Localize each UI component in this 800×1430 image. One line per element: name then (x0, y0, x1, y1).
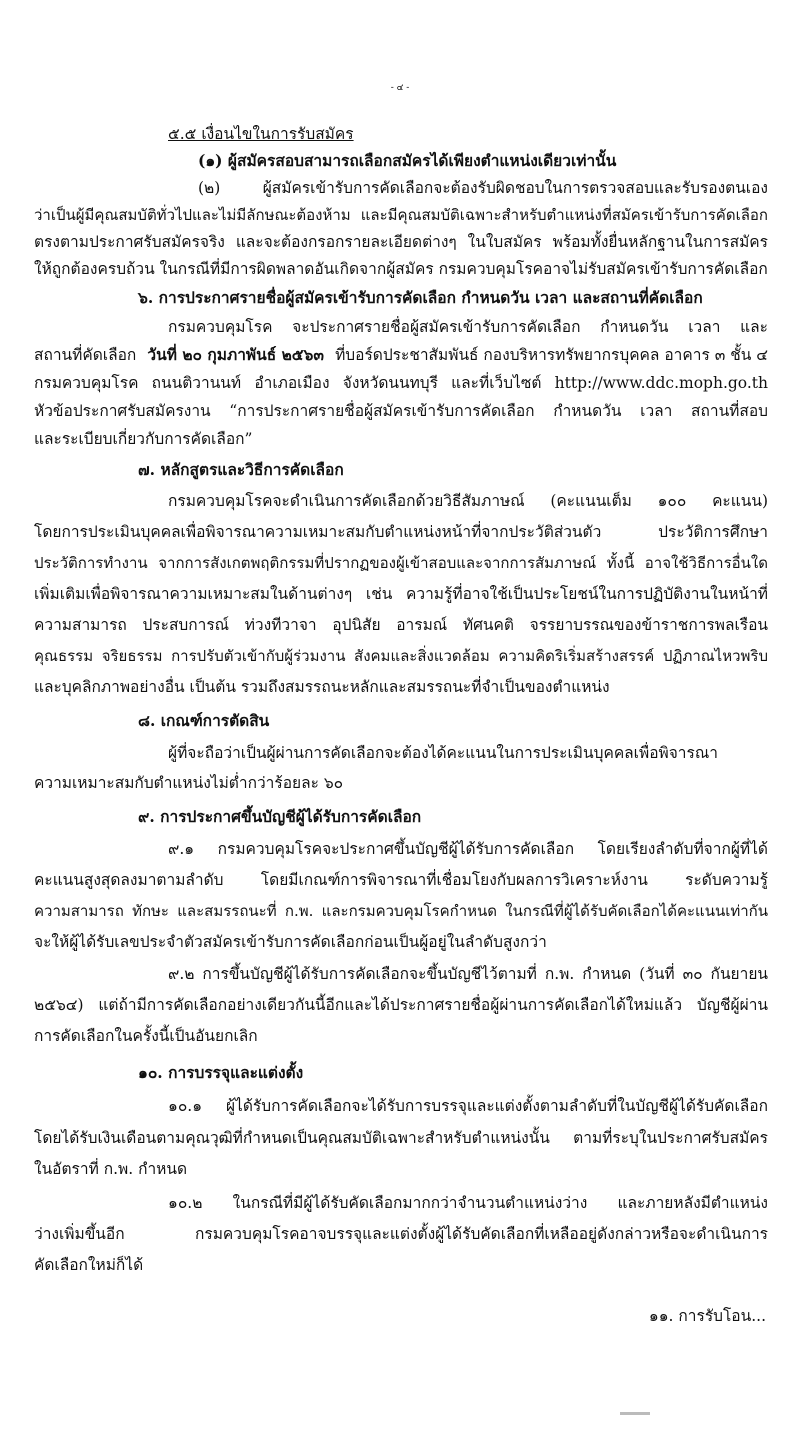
paragraph-line: ในอัตราที่ ก.พ. กำหนด (34, 1160, 188, 1178)
paragraph-line: โดยการประเมินบุคคลเพื่อพิจารณาความเหมาะสมกับตำแหน่งหน้าที่จากประวัติส่วนตัว ประวัติการศึกษา (34, 523, 768, 541)
paragraph-line: ความสามารถ ประสบการณ์ ท่วงทีวาจา อุปนิสัย อารมณ์ ทัศนคติ จรรยาบรรณของข้าราชการพลเรือน (34, 616, 768, 634)
paragraph-line: ความเหมาะสมกับตำแหน่งไม่ต่ำกว่าร้อยละ ๖๐ (34, 774, 344, 792)
paragraph-line: เพิ่มเติมเพื่อพิจารณาความเหมาะสมในด้านต่างๆ เช่น ความรู้ที่อาจใช้เป็นประโยชน์ในการปฏิบัติงานในหน้าที่ (34, 585, 768, 603)
section-8-heading: ๘. เกณฑ์การตัดสิน (138, 711, 270, 730)
paragraph-line: กรมควบคุมโรคจะดำเนินการคัดเลือกด้วยวิธีสัมภาษณ์ (คะแนนเต็ม ๑๐๐ คะแนน) (168, 492, 768, 510)
paragraph-line: กรมควบคุมโรค ถนนติวานนท์ อำเภอเมือง จังหวัดนนทบุรี และที่เว็บไซต์ http://www.ddc.moph.go.th (34, 374, 768, 392)
paragraph-line: โดยได้รับเงินเดือนตามคุณวุฒิที่กำหนดเป็นคุณสมบัติเฉพาะสำหรับตำแหน่งนั้น ตามที่ระบุในประกาศรับสมัคร (34, 1129, 768, 1147)
paragraph-line: ให้ถูกต้องครบถ้วน ในกรณีที่มีการผิดพลาดอันเกิดจากผู้สมัคร กรมควบคุมโรคอาจไม่รับสมัครเข้ารับการคัดเลือก (34, 260, 768, 278)
paragraph-line: กรมควบคุมโรค จะประกาศรายชื่อผู้สมัครเข้ารับการคัดเลือก กำหนดวัน เวลา และ (168, 318, 768, 336)
paragraph-line: หัวข้อประกาศรับสมัครงาน “การประกาศรายชื่อผู้สมัครเข้ารับการคัดเลือก กำหนดวัน เวลา สถานที่สอบ (34, 402, 768, 420)
scan-artifact (620, 1412, 650, 1415)
paragraph-line: คะแนนสูงสุดลงมาตามลำดับ โดยมีเกณฑ์การพิจารณาที่เชื่อมโยงกับผลการวิเคราะห์งาน ระดับความรู้ (34, 871, 768, 889)
section-7-heading: ๗. หลักสูตรและวิธีการคัดเลือก (138, 460, 344, 479)
paragraph-line: ๙.๒ การขึ้นบัญชีผู้ได้รับการคัดเลือกจะขึ้นบัญชีไว้ตามที่ ก.พ. กำหนด (วันที่ ๓๐ กันยายน (168, 965, 768, 983)
section-9-heading: ๙. การประกาศขึ้นบัญชีผู้ได้รับการคัดเลือก (138, 807, 422, 826)
paragraph-line: คุณธรรม จริยธรรม การปรับตัวเข้ากับผู้ร่วมงาน สังคมและสิ่งแวดล้อม ความคิดริเริ่มสร้างสรรค์ ปฏิภาณไหวพริบ (34, 647, 768, 665)
paragraph-line: จะให้ผู้ได้รับเลขประจำตัวสมัครเข้ารับการคัดเลือกก่อนเป็นผู้อยู่ในลำดับสูงกว่า (34, 933, 547, 951)
paragraph-line: ๒๕๖๔) แต่ถ้ามีการคัดเลือกอย่างเดียวกันนี้อีกและได้ประกาศรายชื่อผู้ผ่านการคัดเลือกได้ใหม่แล้ว บัญชีผู้ผ่าน (34, 996, 768, 1014)
paragraph-fragment: สถานที่คัดเลือก (34, 346, 137, 364)
paragraph-line: ว่าเป็นผู้มีคุณสมบัติทั่วไปและไม่มีลักษณะต้องห้าม และมีคุณสมบัติเฉพาะสำหรับตำแหน่งที่สมัครเข้ารับการคัดเลือก (34, 206, 768, 224)
paragraph-line: ผู้ที่จะถือว่าเป็นผู้ผ่านการคัดเลือกจะต้องได้คะแนนในการประเมินบุคคลเพื่อพิจารณา (168, 744, 718, 762)
paragraph-line: การคัดเลือกในครั้งนี้เป็นอันยกเลิก (34, 1027, 258, 1045)
paragraph-line: คัดเลือกใหม่ก็ได้ (34, 1256, 144, 1274)
condition-1-text: (๑) ผู้สมัครสอบสามารถเลือกสมัครได้เพียงตำแหน่งเดียวเท่านั้น (198, 151, 617, 170)
paragraph-line: ประวัติการทำงาน จากการสังเกตพฤติกรรมที่ปรากฏของผู้เข้าสอบและจากการสัมภาษณ์ ทั้งนี้ อาจใช้วิธีการอื่นใด (34, 554, 768, 572)
section-10-heading: ๑๐. การบรรจุและแต่งตั้ง (138, 1063, 304, 1082)
next-page-reference: ๑๑. การรับโอน... (648, 1307, 766, 1325)
paragraph-line: และบุคลิกภาพอย่างอื่น เป็นต้น รวมถึงสมรรถนะหลักและสมรรถนะที่จำเป็นของตำแหน่ง (34, 678, 610, 696)
announcement-date: วันที่ ๒๐ กุมภาพันธ์ ๒๕๖๓ (147, 345, 324, 364)
paragraph-line: ความสามารถ ทักษะ และสมรรถนะที่ ก.พ. และกรมควบคุมโรคกำหนด ในกรณีที่ผู้ได้รับคัดเลือกได้คะแนนเท่ากัน (34, 902, 768, 920)
announcement-date-line (34, 343, 768, 367)
section-5-5-heading: ๕.๕ เงื่อนไขในการรับสมัคร (168, 125, 354, 143)
section-6-heading: ๖. การประกาศรายชื่อผู้สมัครเข้ารับการคัดเลือก กำหนดวัน เวลา และสถานที่คัดเลือก (138, 288, 703, 307)
page-number: - ๔ - (390, 83, 410, 93)
paragraph-line: ว่างเพิ่มขึ้นอีก กรมควบคุมโรคอาจบรรจุและแต่งตั้งผู้ได้รับคัดเลือกที่เหลืออยู่ดังกล่าวหรือจะดำเนินการ (34, 1225, 768, 1243)
paragraph-line: (๒) ผู้สมัครเข้ารับการคัดเลือกจะต้องรับผิดชอบในการตรวจสอบและรับรองตนเอง (198, 179, 768, 197)
paragraph-fragment: ที่บอร์ดประชาสัมพันธ์ กองบริหารทรัพยากรบุคคล อาคาร ๓ ชั้น ๔ (335, 346, 768, 364)
paragraph-line: ๙.๑ กรมควบคุมโรคจะประกาศขึ้นบัญชีผู้ได้รับการคัดเลือก โดยเรียงลำดับที่จากผู้ที่ได้ (168, 840, 768, 858)
paragraph-line: และระเบียบเกี่ยวกับการคัดเลือก” (34, 430, 253, 448)
paragraph-line: ๑๐.๒ ในกรณีที่มีผู้ได้รับคัดเลือกมากกว่าจำนวนตำแหน่งว่าง และภายหลังมีตำแหน่ง (168, 1194, 768, 1212)
paragraph-line: ๑๐.๑ ผู้ได้รับการคัดเลือกจะได้รับการบรรจุและแต่งตั้งตามลำดับที่ในบัญชีผู้ได้รับคัดเลือก (168, 1097, 768, 1115)
paragraph-line: ตรงตามประกาศรับสมัครจริง และจะต้องกรอกรายละเอียดต่างๆ ในใบสมัคร พร้อมทั้งยื่นหลักฐานในการสมัคร (34, 233, 768, 251)
